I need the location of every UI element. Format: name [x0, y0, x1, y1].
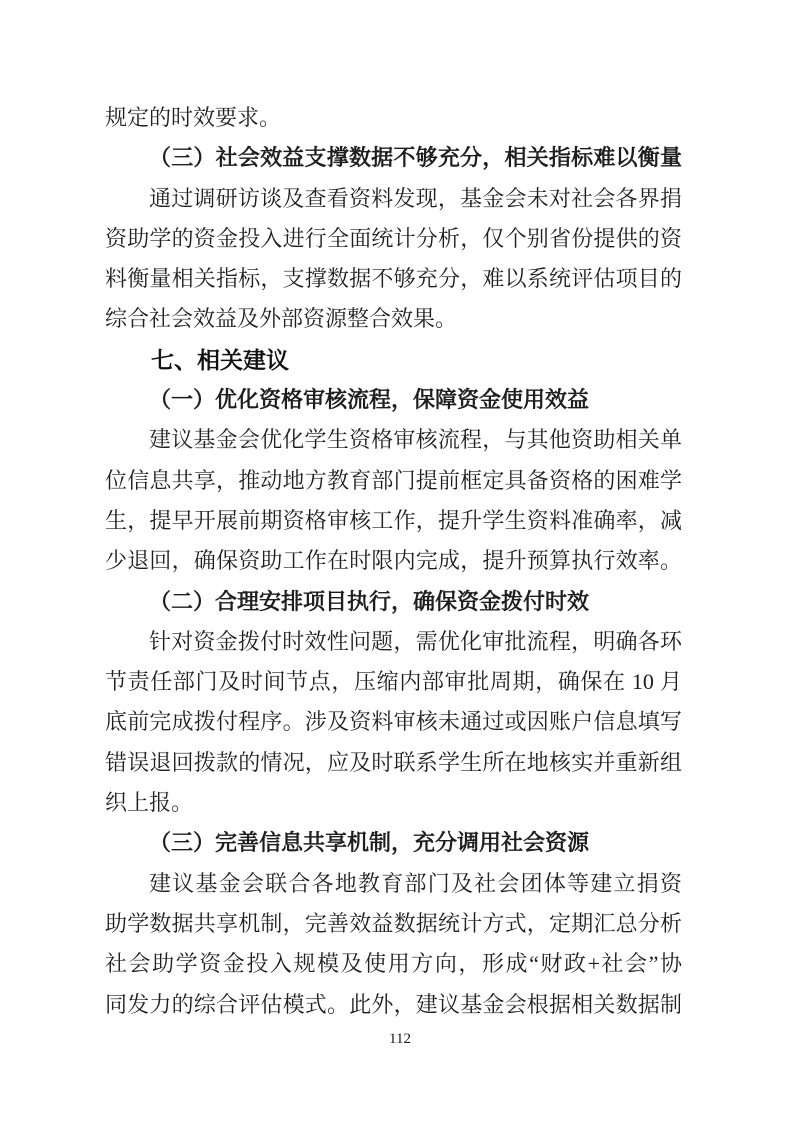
text-line: 底前完成拨付程序。涉及资料审核未通过或因账户信息填写	[105, 709, 682, 735]
text-line: 社会助学资金投入规模及使用方向，形成“财政+社会”协	[105, 951, 682, 977]
document-body	[105, 98, 682, 1025]
section-heading: 七、相关建议	[151, 346, 289, 373]
subsection-heading-2: （二）合理安排项目执行，确保资金拨付时效	[149, 588, 590, 614]
page-number: 112	[389, 1031, 411, 1047]
text-line: 建议基金会优化学生资格审核流程，与其他资助相关单	[149, 427, 682, 453]
text-line: 生，提早开展前期资格审核工作，提升学生资料准确率，减	[105, 507, 682, 533]
text-line: 助学数据共享机制，完善效益数据统计方式，定期汇总分析	[105, 910, 682, 936]
text-line: 错误退回拨款的情况，应及时联系学生所在地核实并重新组	[105, 749, 682, 775]
text-line: 规定的时效要求。	[105, 105, 282, 130]
subsection-heading-1: （一）优化资格审核流程，保障资金使用效益	[149, 387, 590, 413]
subsection-heading-3-prev: （三）社会效益支撑数据不够充分，相关指标难以衡量	[149, 145, 682, 171]
text-line: 位信息共享，推动地方教育部门提前框定具备资格的困难学	[105, 467, 682, 493]
subsection-heading-3: （三）完善信息共享机制，充分调用社会资源	[149, 830, 590, 856]
text-line: 建议基金会联合各地教育部门及社会团体等建立捐资	[149, 870, 682, 896]
text-line: 同发力的综合评估模式。此外，建议基金会根据相关数据制	[105, 991, 682, 1017]
text-line: 料衡量相关指标，支撑数据不够充分，难以系统评估项目的	[105, 266, 682, 292]
text-line: 针对资金拨付时效性问题，需优化审批流程，明确各环	[149, 628, 682, 654]
text-line: 少退回，确保资助工作在时限内完成，提升预算执行效率。	[105, 548, 682, 574]
text-line: 综合社会效益及外部资源整合效果。	[105, 306, 458, 332]
text-line: 通过调研访谈及查看资料发现，基金会未对社会各界捐	[149, 185, 682, 211]
text-line: 织上报。	[105, 790, 194, 816]
text-line: 资助学的资金投入进行全面统计分析，仅个别省份提供的资	[105, 225, 682, 251]
text-line: 节责任部门及时间节点，压缩内部审批周期，确保在 10 月	[105, 669, 682, 695]
